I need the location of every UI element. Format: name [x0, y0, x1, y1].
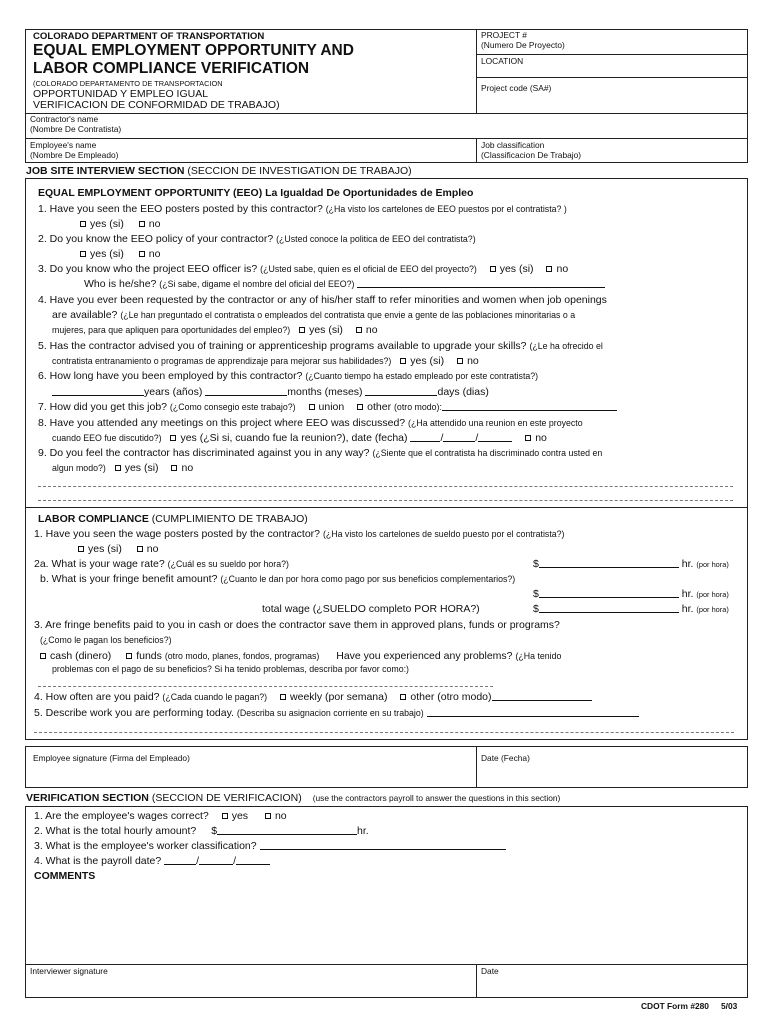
eeo-q5-no-checkbox[interactable] — [457, 358, 463, 364]
eeo-q1-no-checkbox[interactable] — [139, 221, 145, 227]
eeo-q5-yes-checkbox[interactable] — [400, 358, 406, 364]
verification-heading: VERIFICATION SECTION (SECCION DE VERIFICACION) (use the contractors payroll to answer the questions in this section) — [26, 792, 561, 804]
labor-title: LABOR COMPLIANCE (CUMPLIMIENTO DE TRABAJO) — [38, 513, 308, 525]
comments-label: COMMENTS — [34, 870, 96, 882]
weekly-checkbox[interactable] — [280, 694, 286, 700]
eeo-q1-yes-checkbox[interactable] — [80, 221, 86, 227]
fringe-amount: $ hr. (por hora) — [533, 588, 729, 600]
eeo-q4: 4. Have you ever been requested by the contractor or any of his/her staff to refer minorities and women when job openings — [38, 294, 607, 306]
verify-q1-no-checkbox[interactable] — [265, 813, 271, 819]
eeo-q8b: cuando EEO fue discutido?) yes (¿Si si, cuando fue la reunion?), date (fecha) / / no — [52, 432, 547, 444]
form-title-line1: EQUAL EMPLOYMENT OPPORTUNITY AND — [33, 42, 354, 59]
verify-q4: 4. What is the payroll date? / / — [34, 856, 270, 867]
total-wage-field[interactable] — [539, 604, 679, 613]
payroll-year-field[interactable] — [236, 856, 270, 865]
worker-classification-field[interactable] — [260, 841, 506, 850]
meeting-day-field[interactable] — [443, 433, 475, 442]
verify-q1-yes-checkbox[interactable] — [222, 813, 228, 819]
eeo-q7: 7. How did you get this job? (¿Como consegio este trabajo?) union other (otro modo): — [38, 402, 617, 413]
form-title-line2: LABOR COMPLIANCE VERIFICATION — [33, 60, 310, 77]
eeo-q9-yes-checkbox[interactable] — [115, 465, 121, 471]
wage-rate-field[interactable] — [539, 559, 679, 568]
wage-rate-amount: $ hr. (por hora) — [533, 558, 729, 570]
eeo-q9-answer-line-1[interactable] — [38, 486, 733, 487]
eeo-q5: 5. Has the contractor advised you of training or apprenticeship programs available to upgrade your skills? (¿Le ha ofrecido el — [38, 340, 603, 352]
agency-name-es: (COLORADO DEPARTAMENTO DE TRANSPORTACION — [33, 79, 223, 88]
eeo-q2-yes-checkbox[interactable] — [80, 251, 86, 257]
employee-name-label-es: (Nombre De Empleado) — [30, 150, 119, 160]
total-wage-label: total wage (¿SUELDO completo POR HORA?) — [262, 603, 480, 615]
labor-q1-no-checkbox[interactable] — [137, 546, 143, 552]
form-number: CDOT Form #280 5/03 — [641, 1001, 738, 1011]
project-code-label: Project code (SA#) — [481, 83, 552, 93]
eeo-q4b: are available? (¿Le han preguntado el contratista o empleados del contratista que envie a gente de las poblaciones minoritarias o a — [52, 309, 576, 321]
project-number-label-es: (Numero De Proyecto) — [481, 40, 565, 50]
payroll-month-field[interactable] — [164, 856, 196, 865]
job-site-heading: JOB SITE INTERVIEW SECTION (SECCION DE INVESTIGATION DE TRABAJO) — [26, 165, 412, 177]
interviewer-date-label[interactable]: Date — [481, 966, 499, 976]
total-wage-amount: $ hr. (por hora) — [533, 603, 729, 615]
eeo-q7-union-checkbox[interactable] — [309, 404, 315, 410]
labor-q3-options: cash (dinero) funds (otro modo, planes, fondos, programas) Have you experienced any problems? (¿Ha tenido — [36, 651, 561, 662]
job-class-divider — [476, 138, 477, 163]
labor-q3: 3. Are fringe benefits paid to you in cash or does the contractor save them in approved plans, funds or programs? — [34, 619, 560, 631]
eeo-q6-duration: years (años) months (meses) days (dias) — [52, 387, 489, 398]
labor-q3-es: (¿Como le pagan los beneficios?) — [40, 635, 172, 645]
agency-name: COLORADO DEPARTMENT OF TRANSPORTATION — [33, 31, 265, 42]
eeo-officer-field[interactable] — [357, 279, 605, 288]
header-location-line — [476, 54, 748, 55]
problems-answer-line[interactable] — [38, 686, 493, 687]
eeo-q4-no-checkbox[interactable] — [356, 327, 362, 333]
job-class-label-es: (Classificacion De Trabajo) — [481, 150, 582, 160]
months-field[interactable] — [205, 387, 287, 396]
eeo-q3-yes-checkbox[interactable] — [490, 266, 496, 272]
other-pay-checkbox[interactable] — [400, 694, 406, 700]
contractor-name-label-es: (Nombre De Contratista) — [30, 124, 122, 134]
employee-name-label: Employee's name — [30, 140, 97, 150]
eeo-q2-options: yes (si) no — [76, 249, 160, 260]
project-number-label: PROJECT # — [481, 30, 527, 40]
location-label: LOCATION — [481, 56, 524, 66]
eeo-q1: 1. Have you seen the EEO posters posted by this contractor? (¿Ha visto los cartelones de EEO puestos por el contratista? ) — [38, 203, 567, 215]
fringe-benefit-field[interactable] — [539, 589, 679, 598]
eeo-q1-options: yes (si) no — [76, 219, 160, 230]
eeo-q6: 6. How long have you been employed by this contractor? (¿Cuanto tiempo ha estado empleado por este contratista?) — [38, 370, 539, 382]
labor-q4: 4. How often are you paid? (¿Cada cuando le pagan?) weekly (por semana) other (otro modo) — [34, 692, 592, 703]
employee-date-label[interactable]: Date (Fecha) — [481, 753, 530, 763]
labor-problems-es: problemas con el pago de su beneficios? Si ha tenido problemas, describa por favor como:) — [52, 664, 409, 674]
funds-checkbox[interactable] — [126, 653, 132, 659]
meeting-year-field[interactable] — [478, 433, 512, 442]
labor-q1-yes-checkbox[interactable] — [78, 546, 84, 552]
eeo-q8-yes-checkbox[interactable] — [170, 435, 176, 441]
labor-q1: 1. Have you seen the wage posters posted by the contractor? (¿Ha visto los cartelones de sueldo puesto por el contratista?) — [34, 528, 565, 540]
eeo-q2: 2. Do you know the EEO policy of your contractor? (¿Usted conoce la politica de EEO del contratista?) — [38, 233, 476, 245]
eeo-q9-no-checkbox[interactable] — [171, 465, 177, 471]
eeo-q3: 3. Do you know who the project EEO officer is? (¿Usted sabe, quien es el oficial de EEO del proyecto?) yes (si) no — [38, 263, 569, 275]
work-description-line[interactable] — [34, 732, 734, 733]
eeo-q4c: mujeres, para que apliquen para oportunidades del empleo?) yes (si) no — [52, 324, 378, 336]
job-class-label: Job classification — [481, 140, 545, 150]
form-title-es-line1: OPPORTUNIDAD Y EMPLEO IGUAL — [33, 88, 209, 100]
eeo-q9: 9. Do you feel the contractor has discriminated against you in any way? (¿Siente que el contratista ha discriminado contra usted en — [38, 447, 603, 459]
eeo-q7-other-checkbox[interactable] — [357, 404, 363, 410]
labor-q2b: b. What is your fringe benefit amount? (¿Cuanto le dan por hora como pago por sus beneficios complementarios?) — [40, 573, 516, 585]
header-code-line — [476, 77, 748, 78]
verify-q1: 1. Are the employee's wages correct? yes no — [34, 810, 287, 822]
eeo-q3b: Who is he/she? (¿Si sabe, digame el nombre del oficial del EEO?) — [84, 279, 605, 290]
labor-q1-options: yes (si) no — [74, 544, 158, 555]
labor-q2a: 2a. What is your wage rate? (¿Cuál es su sueldo por hora?) — [34, 558, 289, 570]
header-divider — [476, 29, 477, 114]
eeo-q8-no-checkbox[interactable] — [525, 435, 531, 441]
form-title-es-line2: VERIFICACION DE CONFORMIDAD DE TRABAJO) — [33, 99, 280, 111]
eeo-title: EQUAL EMPLOYMENT OPPORTUNITY (EEO) La Igualdad De Oportunidades de Empleo — [38, 187, 474, 199]
eeo-q9-answer-line-2[interactable] — [38, 500, 733, 501]
labor-q5: 5. Describe work you are performing today. (Describa su asignacion corriente en su trabajo) — [34, 708, 639, 719]
eeo-q4-yes-checkbox[interactable] — [299, 327, 305, 333]
eeo-q9b: algun modo?) yes (si) no — [52, 462, 194, 474]
contractor-name-label: Contractor's name — [30, 114, 99, 124]
employee-signature-label[interactable]: Employee signature (Firma del Empleado) — [33, 753, 190, 763]
years-field[interactable] — [52, 387, 144, 396]
cash-checkbox[interactable] — [40, 653, 46, 659]
employee-signature-divider — [476, 746, 477, 788]
eeo-q7-other-field[interactable] — [442, 402, 617, 411]
names-divider-line — [25, 138, 748, 139]
verify-q2: 2. What is the total hourly amount? $ hr. — [34, 825, 369, 837]
eeo-q3-no-checkbox[interactable] — [546, 266, 552, 272]
eeo-q8: 8. Have you attended any meetings on this project where EEO was discussed? (¿Ha attendido una reunion en este proyecto — [38, 417, 583, 429]
comments-area[interactable] — [30, 886, 742, 962]
days-field[interactable] — [365, 387, 437, 396]
eeo-q5b: contratista entranamiento o programas de apprendizaje para mejorar sus habilidades?) yes (si) no — [52, 355, 479, 367]
meeting-month-field[interactable] — [410, 433, 440, 442]
interviewer-signature-label[interactable]: Interviewer signature — [30, 966, 108, 976]
interviewer-line — [25, 964, 748, 965]
payroll-day-field[interactable] — [199, 856, 233, 865]
eeo-q2-no-checkbox[interactable] — [139, 251, 145, 257]
verify-q3: 3. What is the employee's worker classification? — [34, 841, 506, 852]
hourly-amount-field[interactable] — [217, 826, 357, 835]
other-pay-field[interactable] — [492, 692, 592, 701]
interviewer-divider — [476, 964, 477, 998]
work-description-field[interactable] — [427, 708, 639, 717]
